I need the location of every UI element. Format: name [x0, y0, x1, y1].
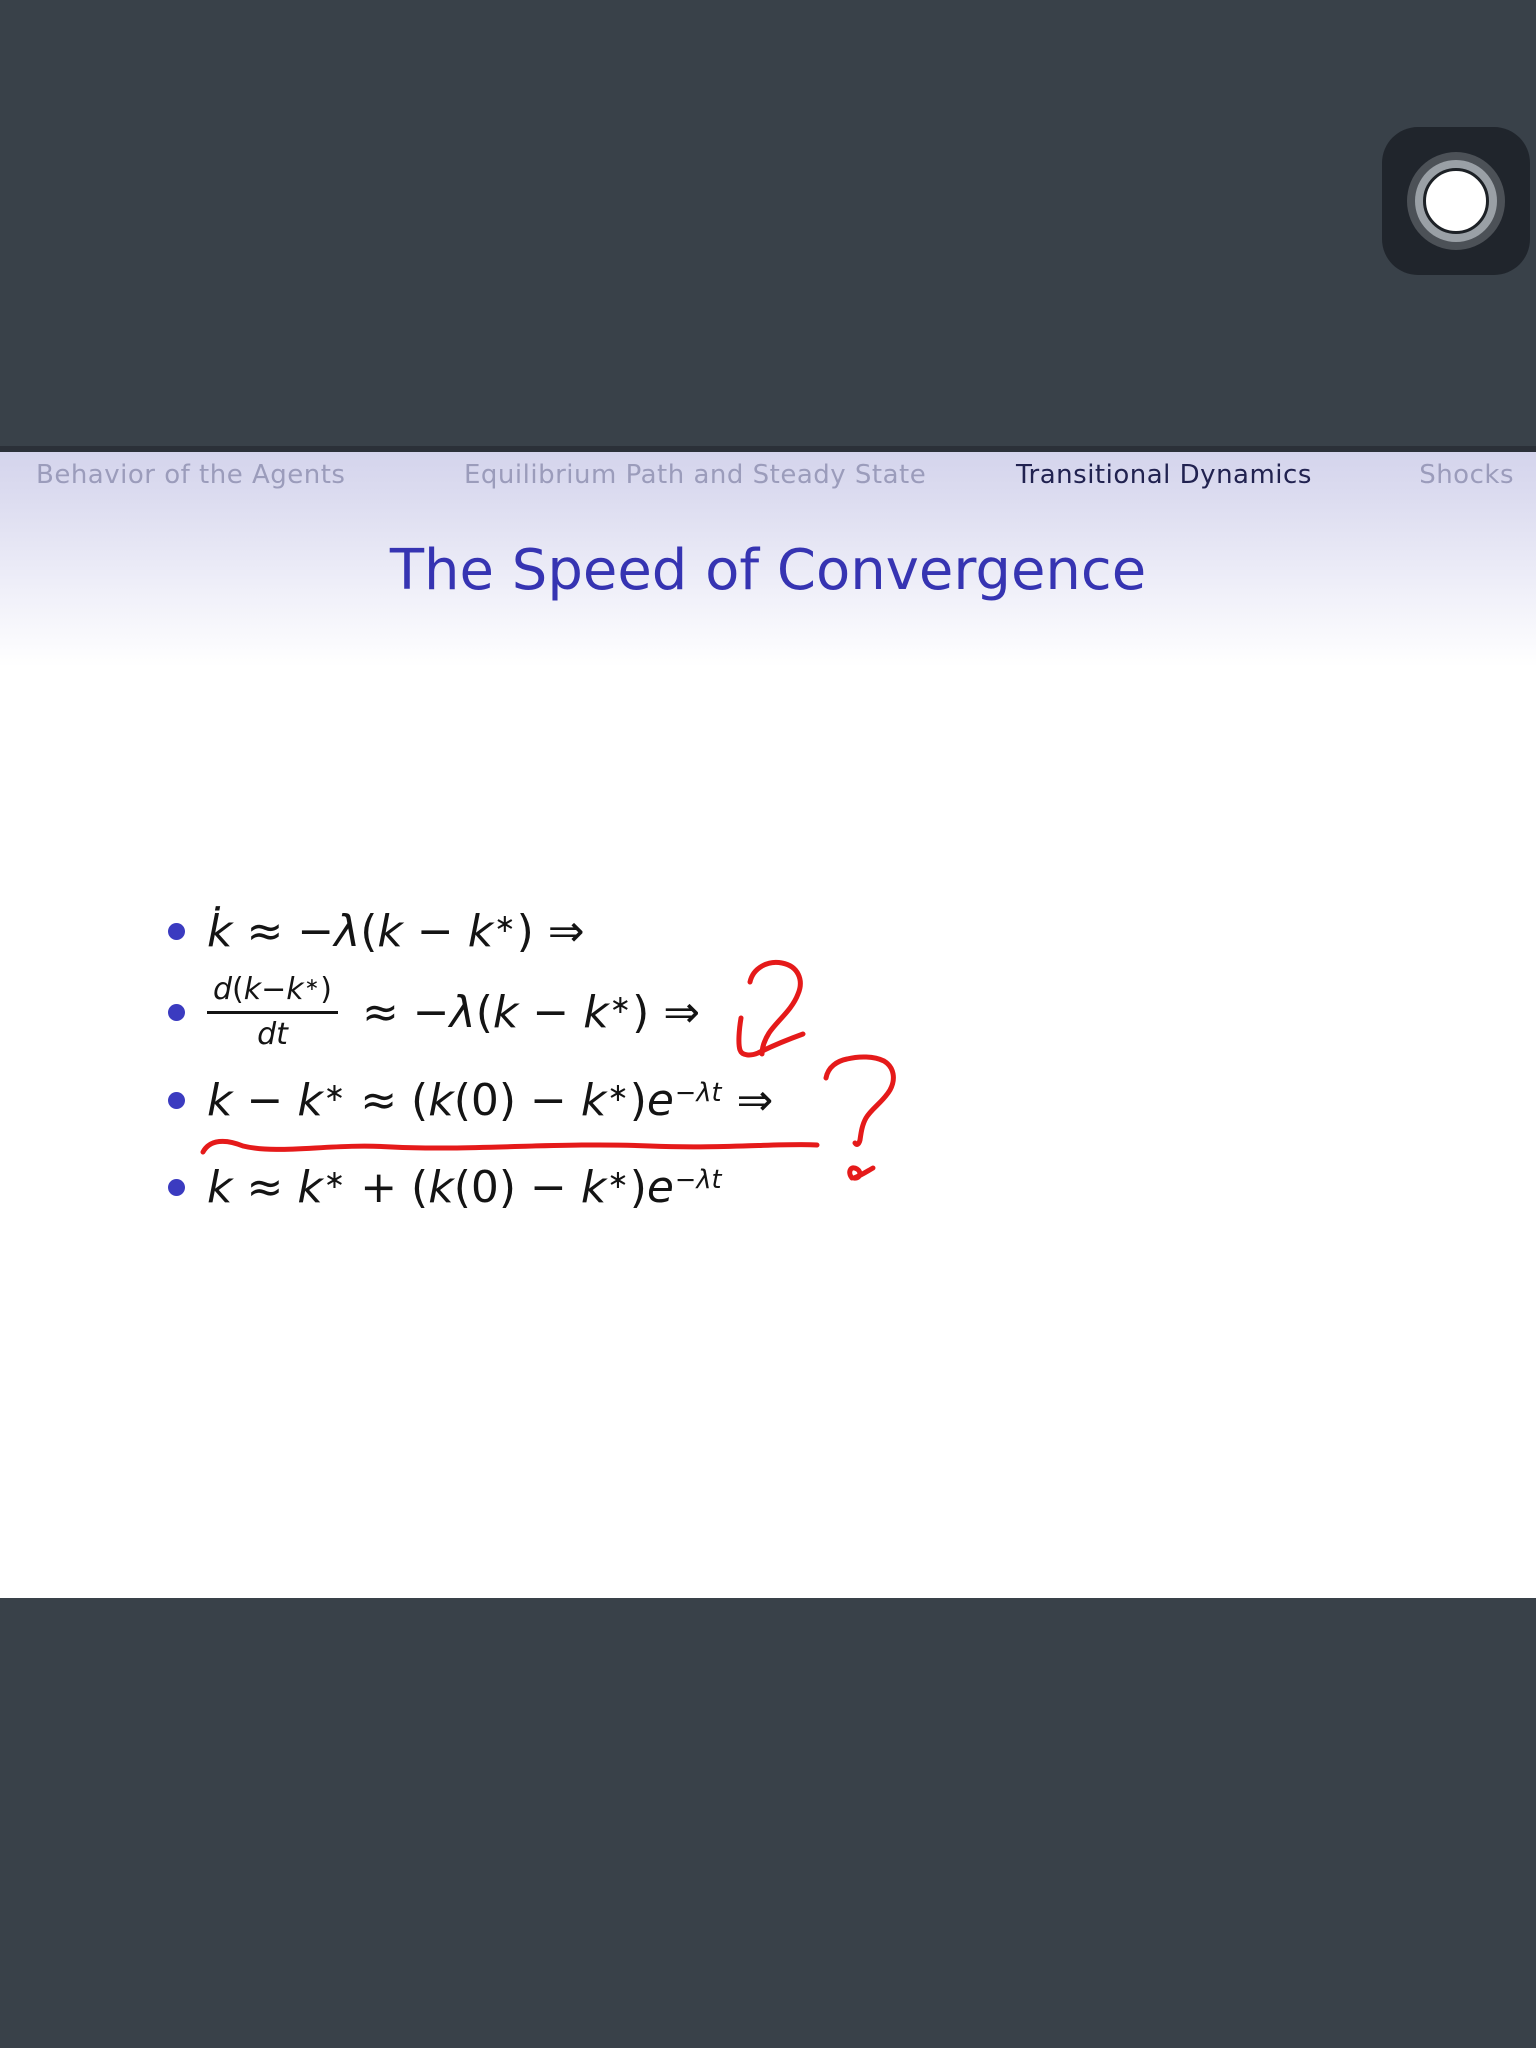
- fraction: [207, 972, 338, 1052]
- camera-ring-inner: [1415, 160, 1497, 242]
- presentation-slide: [0, 452, 1536, 1598]
- equation-derivative: $\frac{d(k-k^∗)}{dt}$ ≈ −λ(k − k∗) ⇒: [207, 972, 700, 1052]
- bullet-icon: [168, 923, 185, 940]
- nav-item-equilibrium-path[interactable]: Equilibrium Path and Steady State: [464, 460, 927, 490]
- equation-row-derivative: [0, 966, 1536, 1058]
- slide-title: The Speed of Convergence: [389, 538, 1147, 603]
- bullet-icon: [168, 1092, 185, 1109]
- equation-k-level: $k \approx k^∗ + (k(0) - k^∗)e^{-\lambda t}$: [207, 1161, 722, 1213]
- equation-row-kdot: [0, 900, 1536, 962]
- equation-row-gap-solution: [0, 1068, 1536, 1132]
- nav-item-shocks[interactable]: Shocks: [1419, 460, 1514, 490]
- webcam-lens-icon: [1423, 168, 1489, 234]
- camera-bubble[interactable]: [1382, 127, 1530, 275]
- nav-item-transitional-dynamics[interactable]: Transitional Dynamics: [1016, 460, 1312, 490]
- nav-item-behavior-of-the-agents[interactable]: Behavior of the Agents: [36, 460, 346, 490]
- equation-gap-solution: $k - k^∗ \approx (k(0) - k^∗)e^{-\lambda t}$ ⇒: [207, 1074, 774, 1126]
- camera-ring-outer: [1407, 152, 1505, 250]
- fraction-numerator: d(k−k∗): [207, 972, 338, 1014]
- bullet-icon: [168, 1179, 185, 1196]
- equation-kdot: k̇ ≈ −λ(k − k∗) ⇒: [207, 905, 585, 957]
- bullet-icon: [168, 1004, 185, 1021]
- equation-row-k-level: [0, 1155, 1536, 1219]
- fraction-denominator: dt: [257, 1017, 288, 1052]
